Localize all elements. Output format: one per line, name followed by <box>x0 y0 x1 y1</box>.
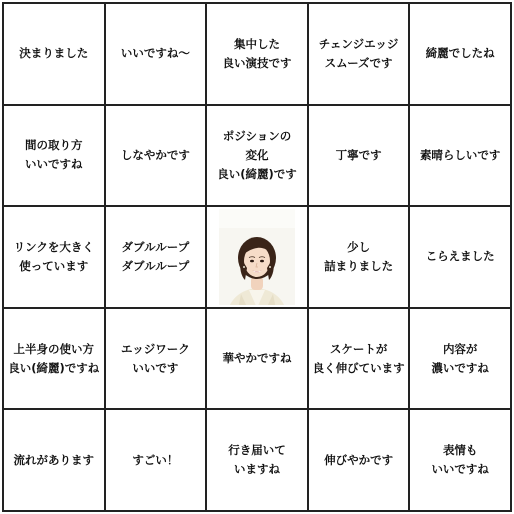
bingo-cell: スケートが 良く伸びています <box>308 308 410 410</box>
bingo-cell: チェンジエッジ スムーズです <box>308 3 410 105</box>
bingo-cell: 間の取り方 いいですね <box>3 105 105 207</box>
bingo-cell: しなやかです <box>105 105 207 207</box>
bingo-cell: こらえました <box>409 206 511 308</box>
bingo-center-cell <box>206 206 308 308</box>
bingo-cell: 内容が 濃いですね <box>409 308 511 410</box>
commentator-photo <box>219 209 295 305</box>
bingo-cell: 集中した 良い演技です <box>206 3 308 105</box>
bingo-cell: 上半身の使い方 良い(綺麗)ですね <box>3 308 105 410</box>
bingo-cell: 決まりました <box>3 3 105 105</box>
bingo-cell: ダブルループ ダブルループ <box>105 206 207 308</box>
bingo-cell: 丁寧です <box>308 105 410 207</box>
bingo-cell: いいですね～ <box>105 3 207 105</box>
bingo-cell: 少し 詰まりました <box>308 206 410 308</box>
bingo-cell: 綺麗でしたね <box>409 3 511 105</box>
portrait-illustration <box>219 228 295 305</box>
bingo-cell: ポジションの 変化 良い(綺麗)です <box>206 105 308 207</box>
bingo-cell: エッジワーク いいです <box>105 308 207 410</box>
bingo-board <box>2 2 512 512</box>
bingo-cell: 華やかですね <box>206 308 308 410</box>
bingo-cell: 行き届いて いますね <box>206 409 308 511</box>
bingo-cell: リンクを大きく 使っています <box>3 206 105 308</box>
bingo-cell: 素晴らしいです <box>409 105 511 207</box>
bingo-cell: 流れがあります <box>3 409 105 511</box>
bingo-cell: 伸びやかです <box>308 409 410 511</box>
bingo-cell: 表情も いいですね <box>409 409 511 511</box>
bingo-cell: すごい！ <box>105 409 207 511</box>
